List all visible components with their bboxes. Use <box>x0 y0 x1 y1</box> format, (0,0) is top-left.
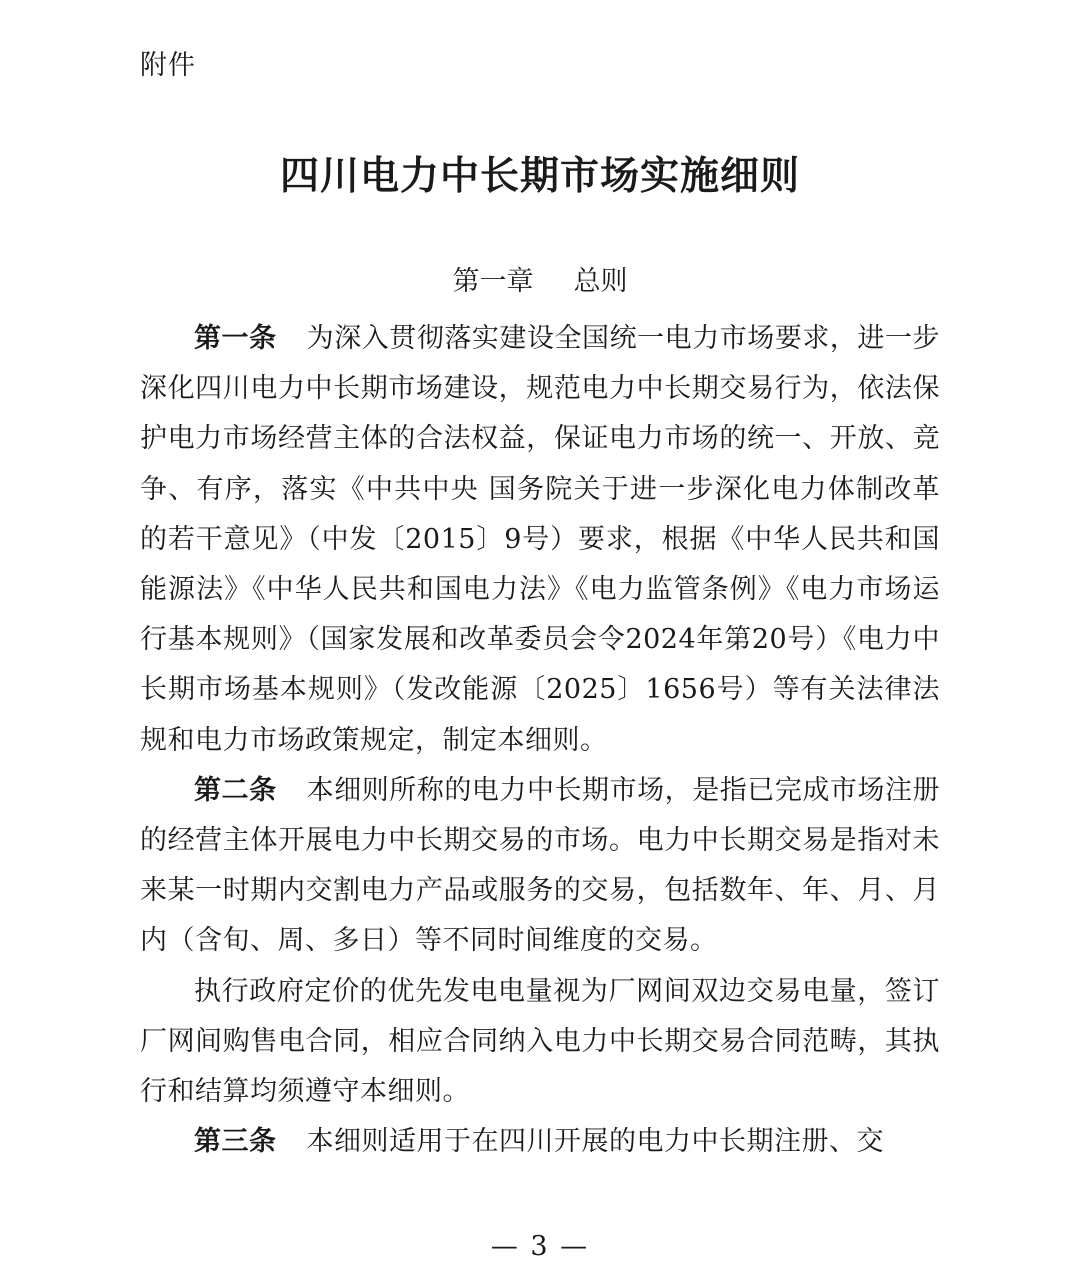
article-number: 第一条 <box>194 323 277 354</box>
chapter-heading <box>0 262 1080 302</box>
article-3 <box>140 1117 940 1167</box>
article-number: 第三条 <box>194 1126 277 1158</box>
page-number: — 3 — <box>490 1231 590 1262</box>
article-2 <box>140 766 940 967</box>
article-text: 本细则适用于在四川开展的电力中长期注册、交 <box>306 1126 884 1158</box>
article-text: 本细则所称的电力中长期市场，是指已完成市场注册的经营主体开展电力中长期交易的市场。电力中长期交易是指对未来某一时期内交割电力产品或服务的交易，包括数年、年、月、月内（含旬、周、多日）等不同时间维度的交易。 <box>140 774 941 957</box>
chapter-name: 总则 <box>573 266 628 297</box>
document-title: 四川电力中长期市场实施细则 <box>279 153 800 199</box>
article-number: 第二条 <box>194 774 277 806</box>
article-1 <box>140 314 940 766</box>
document-body <box>140 314 940 1167</box>
chapter-number: 第一章 <box>452 266 534 297</box>
article-2-continuation: 执行政府定价的优先发电电量视为厂网间双边交易电量，签订厂网间购售电合同，相应合同纳入电力中长期交易合同范畴，其执行和结算均须遵守本细则。 <box>140 975 940 1108</box>
attachment-label: 附件 <box>140 50 196 81</box>
article-text: 为深入贯彻落实建设全国统一电力市场要求，进一步深化四川电力中长期市场建设，规范电力中长期交易行为，依法保护电力市场经营主体的合法权益，保证电力市场的统一、开放、竞争、有序，落实《中共中央 国务院关于进一步深化电力体制改革的若干意见》（中发〔2015〕9号）要求，根据《中华人民共和国能源法》《中华人民共和国电力法》《电力监管条例》《电力市场运行基本规则》（国家发展和改革委员会令2024年第20号）《电力中长期市场基本规则》（发改能源〔2025〕1656号）等有关法律法规和电力市场政策规定，制定本细则。 <box>140 323 941 756</box>
